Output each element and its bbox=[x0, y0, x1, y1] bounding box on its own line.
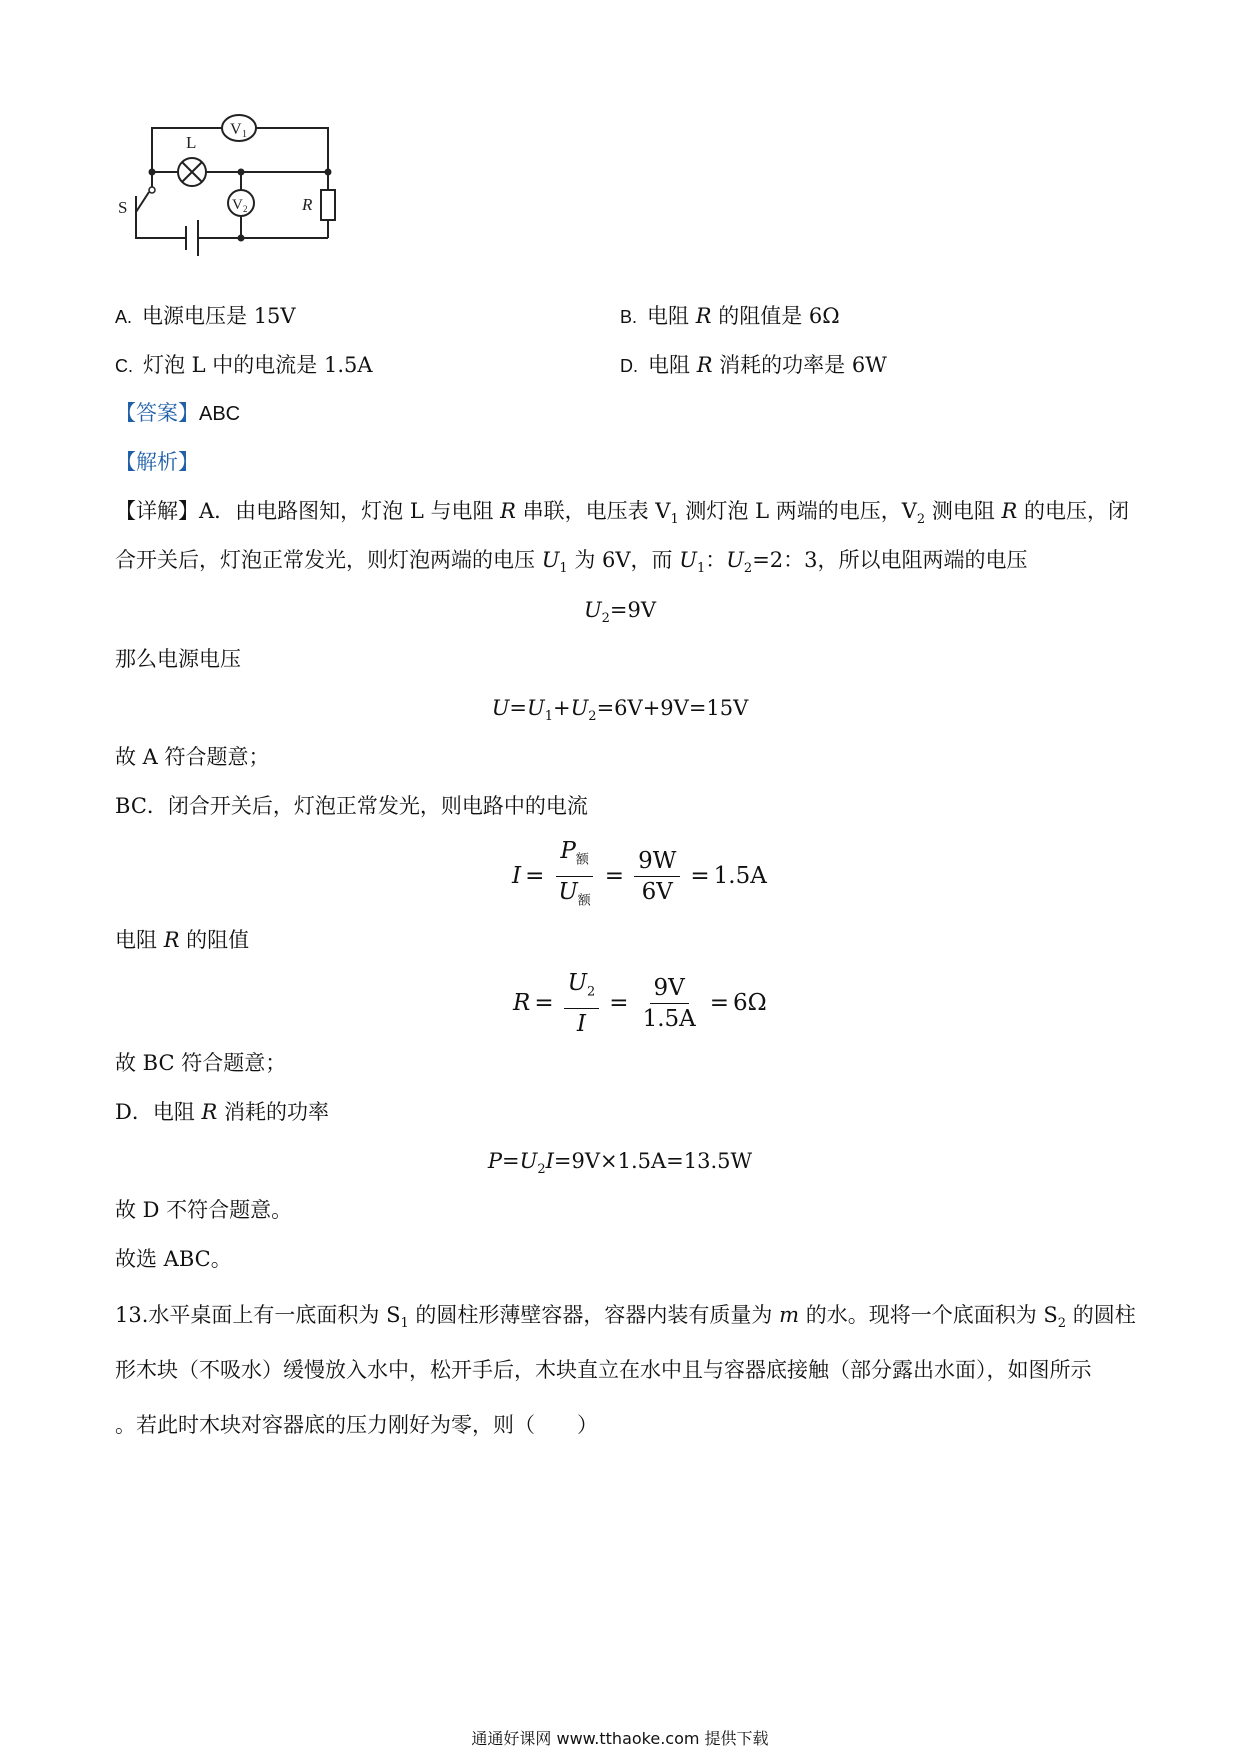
equation-u2: $U_2=9V$ bbox=[583, 598, 657, 627]
svg-text:V: V bbox=[232, 197, 243, 213]
detail-line-6: 电阻 R 的阻值 bbox=[115, 928, 250, 952]
circuit-diagram bbox=[118, 108, 388, 294]
option-b: B. 电阻 R 的阻值是 6Ω bbox=[620, 304, 840, 328]
detail-line-2: 合开关后，灯泡正常发光，则灯泡两端的电压 $U_1$ 为 6V，而 $U_1$：$U_2=2$：3，所以电阻两端的电压 bbox=[115, 548, 1028, 577]
page-footer: 通通好课网 www.tthaoke.com 提供下载 bbox=[471, 1729, 769, 1748]
question-13-line-3: 。若此时木块对容器底的压力刚好为零，则（ ） bbox=[115, 1413, 598, 1437]
svg-text:R: R bbox=[302, 195, 313, 214]
equation-power: $P=U_2I=9V\times 1.5A=13.5W$ bbox=[487, 1149, 753, 1178]
detail-line-5: BC．闭合开关后，灯泡正常发光，则电路中的电流 bbox=[115, 794, 588, 818]
detail-line-10: 故选 ABC。 bbox=[115, 1247, 232, 1271]
svg-text:V: V bbox=[230, 121, 242, 138]
option-d: D. 电阻 R 消耗的功率是 6W bbox=[620, 353, 887, 377]
switch-icon bbox=[149, 187, 155, 193]
svg-text:2: 2 bbox=[243, 204, 248, 214]
detail-line-4: 故 A 符合题意； bbox=[115, 745, 270, 769]
detail-line-3: 那么电源电压 bbox=[115, 647, 241, 671]
question-13-line-1: 13.水平桌面上有一底面积为 $S_1$ 的圆柱形薄壁容器，容器内装有质量为 m 的水。现将一个底面积为 $S_2$ 的圆柱 bbox=[115, 1303, 1136, 1332]
svg-text:S: S bbox=[118, 198, 128, 217]
equation-resistance: R = $\frac{U_2}{I}$ = $\frac{9V}{1.5A}$ = 6Ω bbox=[513, 970, 767, 1037]
equation-current: I = $\frac{P_额}{U_额}$ = $\frac{9W}{6V}$ = 1.5A bbox=[512, 838, 767, 909]
svg-text:1: 1 bbox=[242, 129, 247, 140]
analysis-heading: 【解析】 bbox=[115, 451, 199, 474]
detail-line-7: 故 BC 符合题意； bbox=[115, 1051, 287, 1075]
detail-line-9: 故 D 不符合题意。 bbox=[115, 1198, 293, 1222]
equation-source-voltage: $U=U_1+U_2=6V+9V=15V$ bbox=[491, 696, 749, 725]
svg-text:L: L bbox=[186, 133, 197, 152]
detail-line-8: D．电阻 R 消耗的功率 bbox=[115, 1100, 330, 1124]
option-a: A. 电源电压是 15V bbox=[115, 304, 296, 328]
question-13-line-2: 形木块（不吸水）缓慢放入水中，松开手后，木块直立在水中且与容器底接触（部分露出水面），如图所示 bbox=[115, 1358, 1092, 1382]
answer-line: 【答案】ABC bbox=[115, 402, 241, 425]
option-c: C. 灯泡 L 中的电流是 1.5A bbox=[115, 353, 373, 377]
resistor-icon bbox=[321, 190, 335, 220]
detail-line-1: 【详解】A．由电路图知，灯泡 L 与电阻 R 串联，电压表 $V_1$ 测灯泡 L 两端的电压，$V_2$ 测电阻 R 的电压，闭 bbox=[115, 499, 1130, 528]
